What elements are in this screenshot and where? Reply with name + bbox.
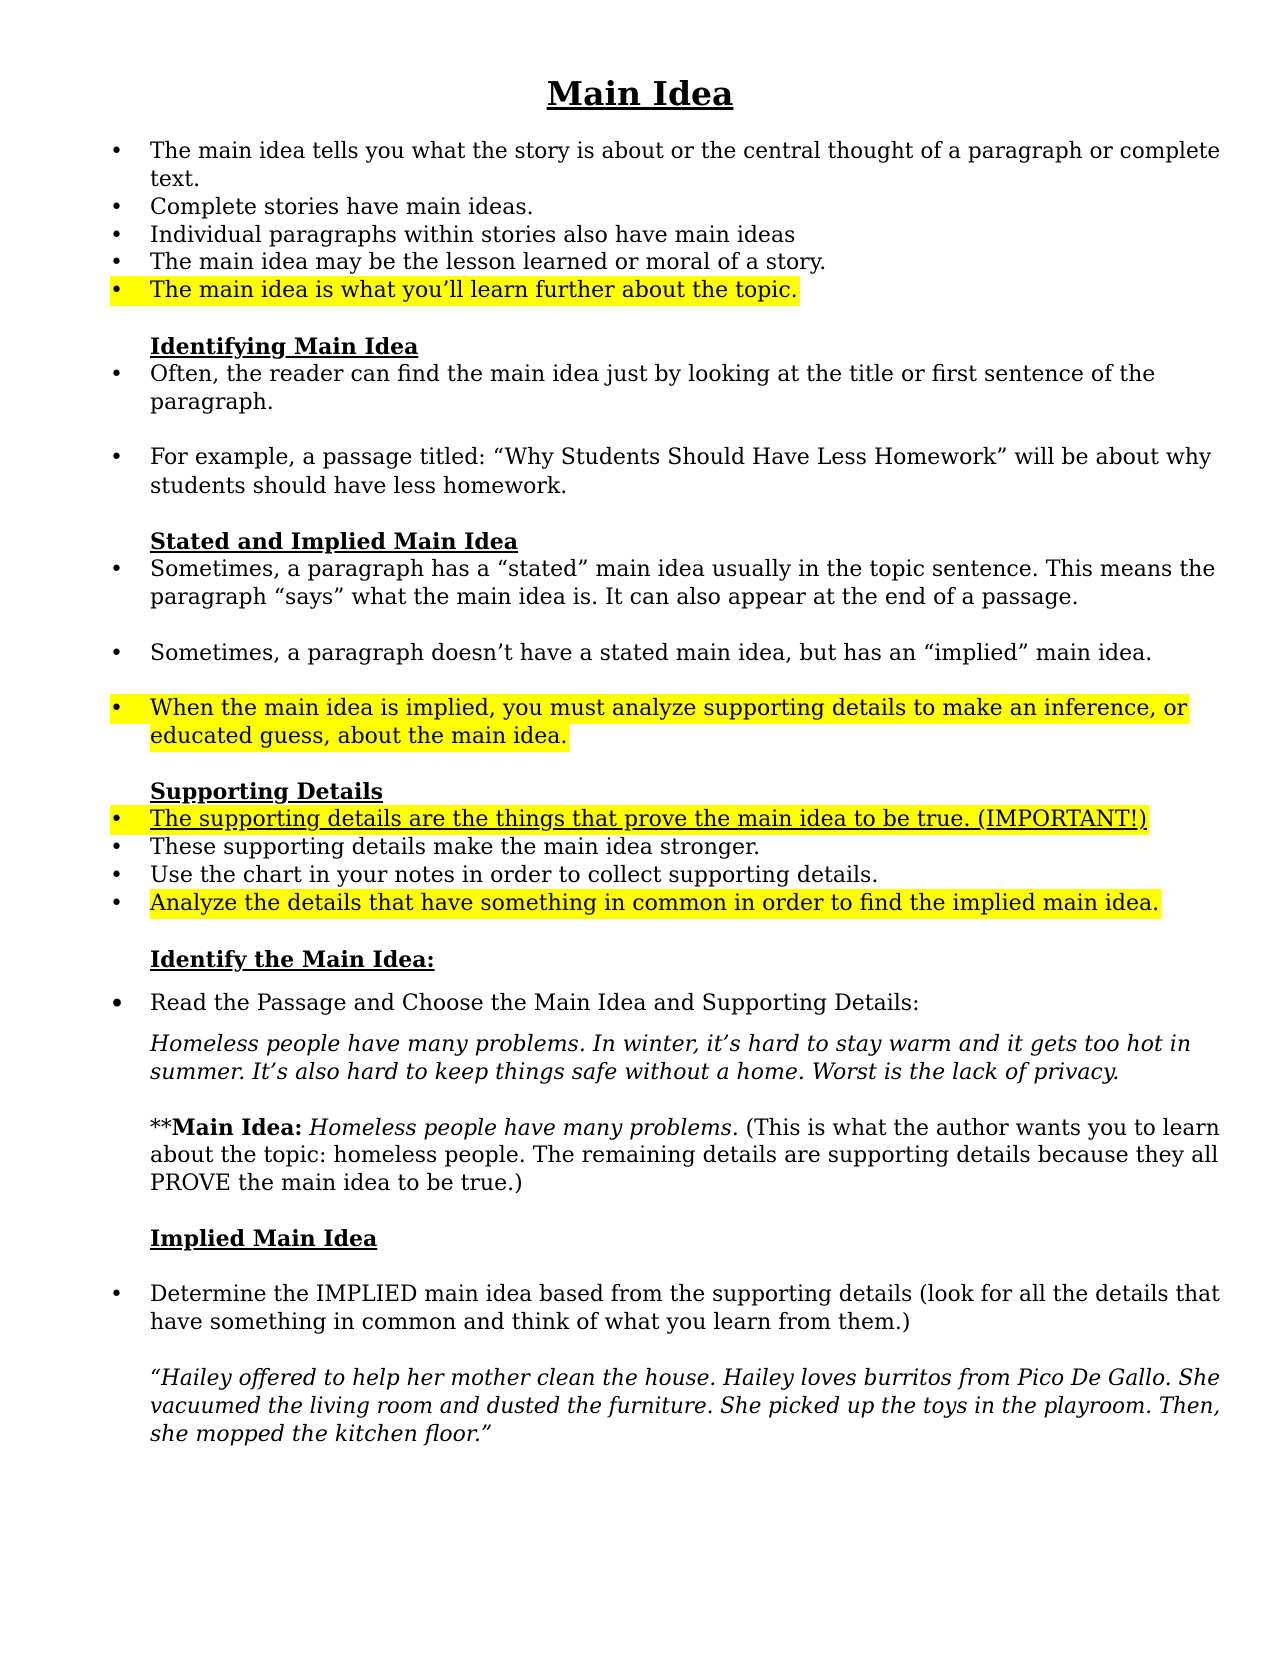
bullet-icon: •	[110, 694, 152, 724]
bullet-icon: •	[110, 891, 123, 916]
bullet-icon: •	[110, 276, 152, 306]
intro-bullet-2: Complete stories have main ideas.	[150, 195, 534, 220]
intro-bullet-3: Individual paragraphs within stories also have main ideas	[150, 223, 796, 248]
answer-prefix: **	[150, 1116, 172, 1141]
intro-bullet-1-line-2: text.	[150, 167, 201, 192]
identifying-bullet-1-line-1: Often, the reader can find the main idea just by looking at the title or first sentence of the	[150, 362, 1156, 387]
implied-bullet-1-line-2: have something in common and think of what you learn from them.)	[150, 1310, 911, 1335]
intro-bullet-4: The main idea may be the lesson learned or moral of a story.	[150, 250, 827, 275]
intro-bullet-5	[150, 276, 800, 306]
answer-main-idea: Homeless people have many problems.	[309, 1116, 739, 1141]
bullet-icon: •	[110, 991, 125, 1017]
stated-bullet-1-line-2: paragraph “says” what the main idea is. It can also appear at the end of a passage.	[150, 585, 1079, 610]
implied-passage-line-1: “Hailey offered to help her mother clean the house. Hailey loves burritos from Pico De Gallo. She	[150, 1366, 1221, 1391]
highlighted-text: When the main idea is implied, you must analyze supporting details to make an inference, or	[150, 694, 1189, 724]
intro-bullet-1-line-1: The main idea tells you what the story is about or the central thought of a paragraph or complete	[150, 139, 1221, 164]
identifying-bullet-2-line-1: For example, a passage titled: “Why Students Should Have Less Homework” will be about why	[150, 445, 1212, 470]
identify-answer-line-3: PROVE the main idea to be true.)	[150, 1171, 523, 1196]
bullet-icon: •	[110, 1282, 123, 1307]
implied-bullet-1-line-1: Determine the IMPLIED main idea based from the supporting details (look for all the details that	[150, 1282, 1220, 1307]
stated-bullet-1-line-1: Sometimes, a paragraph has a “stated” main idea usually in the topic sentence. This means the	[150, 557, 1216, 582]
highlighted-text: educated guess, about the main idea.	[150, 722, 569, 752]
identifying-bullet-1-line-2: paragraph.	[150, 390, 274, 415]
section-heading-supporting: Supporting Details	[150, 779, 384, 805]
page-title: Main Idea	[546, 74, 734, 113]
section-heading-identifying: Identifying Main Idea	[150, 334, 419, 360]
bullet-icon: •	[110, 641, 123, 666]
stated-bullet-2: Sometimes, a paragraph doesn’t have a stated main idea, but has an “implied” main idea.	[150, 641, 1153, 666]
stated-bullet-3-line-2	[150, 722, 569, 752]
bullet-icon: •	[110, 223, 123, 248]
bullet-icon: •	[110, 445, 123, 470]
supporting-bullet-4	[150, 889, 1161, 919]
bullet-icon: •	[110, 195, 123, 220]
identifying-bullet-2-line-2: students should have less homework.	[150, 474, 568, 499]
identify-passage-line-1: Homeless people have many problems. In winter, it’s hard to stay warm and it gets too hot in	[150, 1032, 1192, 1057]
identify-answer-line-1	[150, 1113, 1220, 1143]
bullet-icon: •	[110, 805, 152, 835]
highlighted-text: The supporting details are the things that prove the main idea to be true. (IMPORTANT!)	[150, 805, 1149, 835]
section-heading-identify: Identify the Main Idea:	[150, 947, 435, 973]
highlighted-text: Analyze the details that have something in common in order to find the implied main idea.	[150, 889, 1161, 919]
bullet-icon: •	[110, 139, 123, 164]
section-heading-implied: Implied Main Idea	[150, 1226, 378, 1252]
implied-passage-line-3: she mopped the kitchen floor.”	[150, 1422, 493, 1447]
section-heading-stated: Stated and Implied Main Idea	[150, 529, 519, 555]
bullet-icon: •	[110, 250, 123, 275]
supporting-bullet-3: Use the chart in your notes in order to collect supporting details.	[150, 863, 879, 888]
supporting-bullet-1	[150, 805, 1149, 835]
supporting-bullet-2: These supporting details make the main idea stronger.	[150, 835, 761, 860]
bullet-icon: •	[110, 835, 123, 860]
stated-bullet-3-line-1	[150, 694, 1189, 724]
answer-explanation: (This is what the author wants you to learn	[738, 1116, 1220, 1141]
bullet-icon: •	[110, 362, 123, 387]
highlighted-text: The main idea is what you’ll learn further about the topic.	[150, 276, 800, 306]
implied-passage-line-2: vacuumed the living room and dusted the furniture. She picked up the toys in the playroom. Then,	[150, 1394, 1221, 1419]
bullet-icon: •	[110, 557, 123, 582]
identify-bullet-1: Read the Passage and Choose the Main Idea and Supporting Details:	[150, 991, 920, 1016]
answer-label: Main Idea:	[171, 1115, 303, 1141]
identify-answer-line-2: about the topic: homeless people. The remaining details are supporting details because they all	[150, 1143, 1219, 1168]
identify-passage-line-2: summer. It’s also hard to keep things safe without a home. Worst is the lack of privacy.	[150, 1060, 1120, 1085]
bullet-icon: •	[110, 863, 123, 888]
